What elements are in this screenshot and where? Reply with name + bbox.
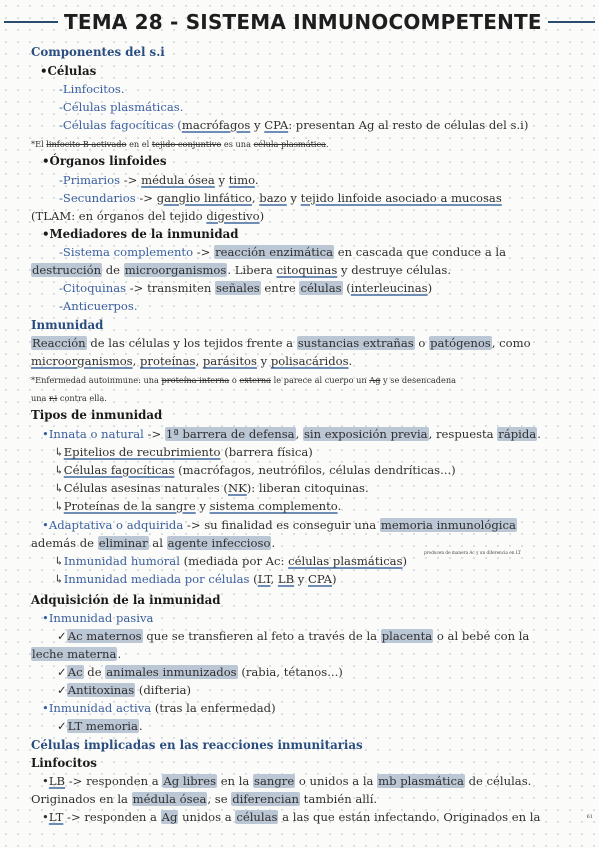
list-item: ↳Proteínas de la sangre y sistema complemento. [54,499,342,513]
title-row [0,8,599,36]
text-line: microorganismos, proteínas, parásitos y polisacáridos. [31,354,353,368]
list-item: •Adaptativa o adquirida -> su finalidad es conseguir una memoria inmunológica [42,518,516,532]
list-item: •LT -> responden a Ag unidos a células a las que están infectando. Originados en la [42,810,541,824]
list-item: -Células plasmáticas. [59,100,184,114]
list-item: ✓Ac de animales inmunizados (rabia, tétanos...) [57,665,343,679]
subheading-mediators: •Mediadores de la inmunidad [42,227,239,241]
footnote: *El linfocito B activado en el tejido conjuntivo es una célula plasmática. [31,139,329,149]
subheading-cells: •Células [40,64,97,78]
list-item: ✓Antitoxinas (difteria) [57,683,191,697]
subheading-active: •Inmunidad activa (tras la enfermedad) [42,701,276,715]
list-item: -Células fagocíticas (macrófagos y CPA: presentan Ag al resto de células del s.i) [59,118,529,132]
footnote: una r.i contra ella. [31,393,107,403]
list-item: -Citoquinas -> transmiten señales entre células (interleucinas) [59,281,433,295]
text-line: Originados en la médula ósea, se diferencian también allí. [31,792,378,806]
text-line: destrucción de microorganismos. Libera citoquinas y destruye células. [32,263,451,277]
list-item: •Innata o natural -> 1ª barrera de defensa, sin exposición previa, respuesta rápida. [42,427,541,441]
list-item: -Sistema complemento -> reacción enzimática en cascada que conduce a la [59,245,507,259]
text-line: Reacción de las células y los tejidos frente a sustancias extrañas o patógenos, como [32,336,531,350]
text-line: (TLAM: en órganos del tejido digestivo) [31,209,265,223]
subheading-passive: •Inmunidad pasiva [42,611,154,625]
list-item: -Secundarios -> ganglio linfático, bazo y tejido linfoide asociado a mucosas [59,191,502,205]
text-line: además de eliminar al agente infeccioso. [31,536,276,550]
title-rule-right [548,21,595,23]
list-item: ✓LT memoria. [57,719,143,733]
section-heading-immunity: Inmunidad [31,318,104,332]
footnote: *Enfermedad autoinmune: una proteína interna o externa le parece al cuerpo un Ag y se desencadena [31,375,457,385]
list-item: ↳Epitelios de recubrimiento (barrera física) [54,445,313,459]
list-item: ↳Inmunidad humoral (mediada por Ac: células plasmáticas) [54,554,408,568]
text-line: leche materna. [32,647,122,661]
list-item: ✓Ac maternos que se transfieren al feto a través de la placenta o al bebé con la [57,629,530,643]
list-item: ↳Células fagocíticas (macrófagos, neutrófilos, células dendríticas...) [54,463,456,477]
subheading-lymphoid-organs: •Órganos linfoides [42,154,167,168]
list-item: -Linfocitos. [59,82,125,96]
title-rule-left [4,21,58,23]
subheading-lymphocytes: Linfocitos [31,756,97,770]
page-number: 61 [586,814,593,820]
list-item: -Anticuerpos. [59,299,138,313]
list-item: ↳Inmunidad mediada por células (LT, LB y CPA) [54,572,337,586]
list-item: •LB -> responden a Ag libres en la sangre o unidos a la mb plasmática de células. [42,774,532,788]
page-title: TEMA 28 - SISTEMA INMUNOCOMPETENTE [64,10,542,34]
list-item: ↳Células asesinas naturales (NK): liberan citoquinas. [54,481,369,495]
section-heading-types: Tipos de inmunidad [31,408,163,422]
section-heading-cells: Células implicadas en las reacciones inmunitarias [31,738,363,752]
margin-note: producen de manera Ac y un diferencia en LT [424,550,521,555]
section-heading-components: Componentes del s.i [31,45,165,59]
list-item: -Primarios -> médula ósea y timo. [59,173,259,187]
section-heading-acquisition: Adquisición de la inmunidad [31,593,221,607]
